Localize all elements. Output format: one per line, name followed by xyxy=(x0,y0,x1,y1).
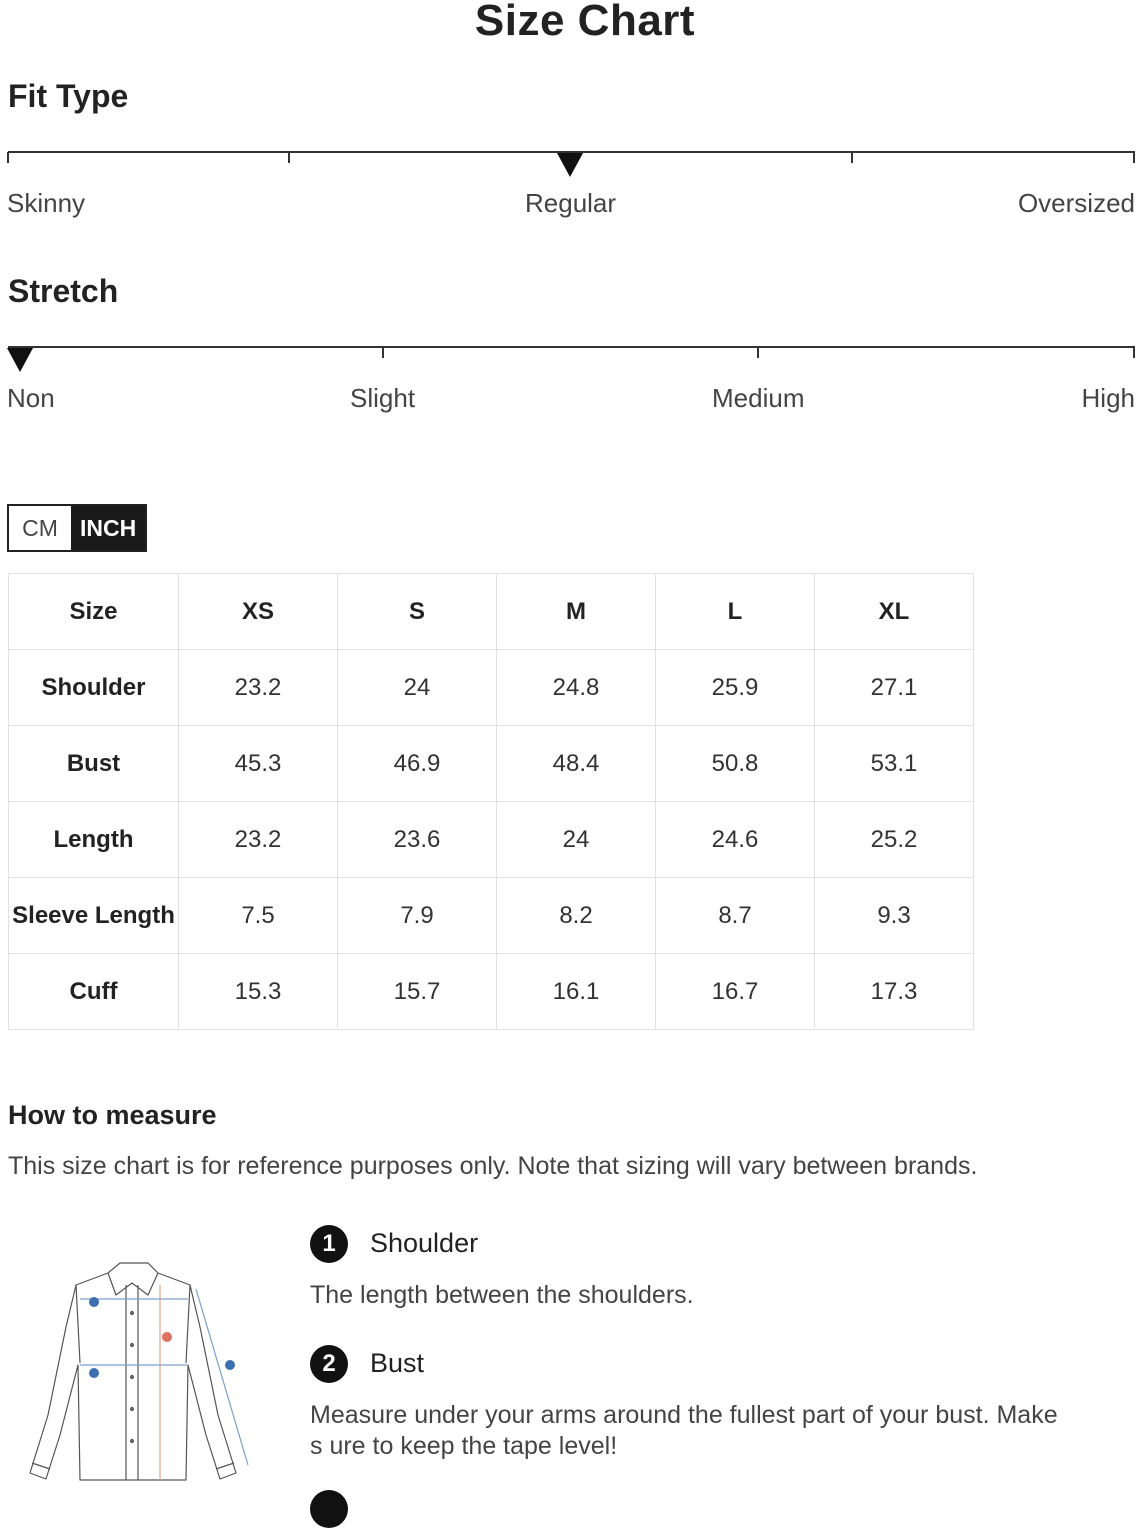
step-description: Measure under your arms around the fullest part of your bust. Make s ure to keep the tape level! xyxy=(310,1401,1058,1460)
stretch-line xyxy=(8,346,1135,348)
table-header-cell: XS xyxy=(179,574,338,650)
shirt-diagram-icon xyxy=(8,1255,270,1495)
stretch-label-slight: Slight xyxy=(350,383,416,413)
table-cell: 25.2 xyxy=(815,802,974,878)
step-name: Shoulder xyxy=(370,1228,479,1258)
table-header-cell: S xyxy=(338,574,497,650)
stretch-tick xyxy=(382,347,384,358)
stretch-label-high: High xyxy=(1081,383,1135,413)
stretch-tick xyxy=(757,347,759,358)
table-cell: 17.3 xyxy=(815,954,974,1030)
table-cell: 45.3 xyxy=(179,726,338,802)
step-name: Bust xyxy=(370,1348,425,1378)
fit-tick xyxy=(1133,152,1135,163)
table-row xyxy=(9,954,974,1030)
table-row-label: Cuff xyxy=(9,954,179,1030)
stretch-label-non: Non xyxy=(7,383,55,413)
stretch-marker-icon xyxy=(7,348,33,372)
table-cell: 23.2 xyxy=(179,802,338,878)
fit-tick xyxy=(7,152,9,163)
table-cell: 48.4 xyxy=(497,726,656,802)
step-number-badge: 2 xyxy=(310,1345,348,1383)
stretch-title: Stretch xyxy=(8,273,119,309)
table-cell: 53.1 xyxy=(815,726,974,802)
table-cell: 24.6 xyxy=(656,802,815,878)
table-row xyxy=(9,802,974,878)
table-header-cell: M xyxy=(497,574,656,650)
table-header-cell: Size xyxy=(9,574,179,650)
table-cell: 24 xyxy=(338,650,497,726)
table-row xyxy=(9,650,974,726)
fit-tick xyxy=(288,152,290,163)
fit-label-regular: Regular xyxy=(525,188,617,218)
table-cell: 23.2 xyxy=(179,650,338,726)
table-row-label: Length xyxy=(9,802,179,878)
table-cell: 25.9 xyxy=(656,650,815,726)
how-to-measure-note: This size chart is for reference purposes only. Note that sizing will vary between brands. xyxy=(8,1152,978,1180)
unit-cm-button[interactable]: CM xyxy=(9,506,71,550)
table-header-cell: L xyxy=(656,574,815,650)
table-row xyxy=(9,726,974,802)
fit-label-skinny: Skinny xyxy=(7,188,86,218)
fit-label-oversized: Oversized xyxy=(1017,188,1135,218)
table-row-label: Shoulder xyxy=(9,650,179,726)
table-cell: 24 xyxy=(497,802,656,878)
table-row xyxy=(9,878,974,954)
table-cell: 15.7 xyxy=(338,954,497,1030)
table-row-label: Sleeve Length xyxy=(9,878,179,954)
table-cell: 27.1 xyxy=(815,650,974,726)
table-cell: 7.5 xyxy=(179,878,338,954)
table-cell: 8.2 xyxy=(497,878,656,954)
stretch-label-medium: Medium xyxy=(712,383,805,413)
table-cell: 50.8 xyxy=(656,726,815,802)
table-cell: 23.6 xyxy=(338,802,497,878)
step-number-badge-partial xyxy=(310,1490,348,1528)
table-row-label: Bust xyxy=(9,726,179,802)
size-table xyxy=(8,573,974,1030)
unit-inch-button[interactable]: INCH xyxy=(71,506,145,550)
table-header-row xyxy=(9,574,974,650)
table-cell: 7.9 xyxy=(338,878,497,954)
fit-type-marker-icon xyxy=(557,153,583,177)
table-cell: 15.3 xyxy=(179,954,338,1030)
fit-type-title: Fit Type xyxy=(8,78,129,114)
table-cell: 24.8 xyxy=(497,650,656,726)
table-cell: 9.3 xyxy=(815,878,974,954)
table-cell: 46.9 xyxy=(338,726,497,802)
step-description: The length between the shoulders. xyxy=(310,1281,694,1309)
page-title: Size Chart xyxy=(474,0,696,45)
table-cell: 16.7 xyxy=(656,954,815,1030)
stretch-tick xyxy=(1133,347,1135,358)
table-header-cell: XL xyxy=(815,574,974,650)
step-number-badge: 1 xyxy=(310,1225,348,1263)
table-cell: 8.7 xyxy=(656,878,815,954)
how-to-measure-title: How to measure xyxy=(8,1100,217,1130)
fit-tick xyxy=(851,152,853,163)
unit-toggle xyxy=(7,504,147,552)
table-cell: 16.1 xyxy=(497,954,656,1030)
